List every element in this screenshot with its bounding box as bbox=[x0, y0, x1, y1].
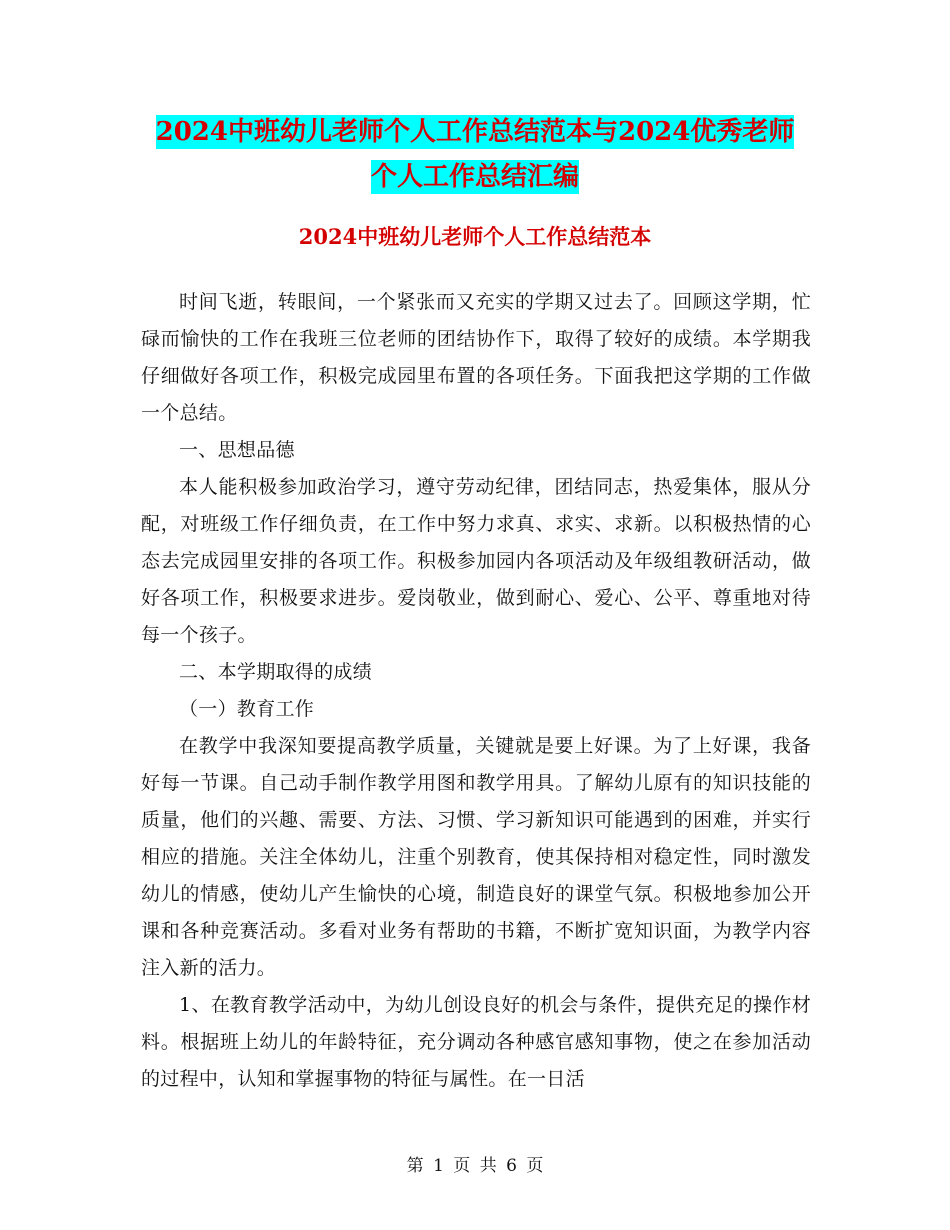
document-title-line1: 2024中班幼儿老师个人工作总结范本与2024优秀老师 bbox=[155, 117, 795, 147]
document-body bbox=[141, 284, 811, 1098]
heading-ideology: 一、思想品德 bbox=[179, 439, 295, 461]
document-title bbox=[0, 110, 950, 200]
heading-achievements: 二、本学期取得的成绩 bbox=[179, 661, 373, 683]
paragraph-ideology: 本人能积极参加政治学习，遵守劳动纪律，团结同志，热爱集体，服从分配，对班级工作仔细负责，在工作中努力求真、求实、求新。以积极热情的心态去完成园里安排的各项工作。积极参加园内各项活动及年级组教研活动，做好各项工作，积极要求进步。爱岗敬业，做到耐心、爱心、公平、尊重地对待每一个孩子。 bbox=[141, 476, 811, 646]
paragraph-teaching: 在教学中我深知要提高教学质量，关键就是要上好课。为了上好课，我备好每一节课。自己动手制作教学用图和教学用具。了解幼儿原有的知识技能的质量，他们的兴趣、需要、方法、习惯、学习新知识可能遇到的困难，并实行相应的措施。关注全体幼儿，注重个别教育，使其保持相对稳定性，同时激发幼儿的情感，使幼儿产生愉快的心境，制造良好的课堂气氛。积极地参加公开课和各种竞赛活动。多看对业务有帮助的书籍，不断扩宽知识面，为教学内容注入新的活力。 bbox=[141, 735, 811, 979]
section-title: 2024中班幼儿老师个人工作总结范本 bbox=[298, 224, 652, 249]
paragraph-item-1: 1、在教育教学活动中，为幼儿创设良好的机会与条件，提供充足的操作材料。根据班上幼儿的年龄特征，充分调动各种感官感知事物，使之在参加活动的过程中，认知和掌握事物的特征与属性。在一日活 bbox=[141, 994, 811, 1090]
page-footer: 第 1 页 共 6 页 bbox=[406, 1156, 544, 1176]
subheading-education-work: （一）教育工作 bbox=[179, 698, 315, 720]
document-title-line2: 个人工作总结汇编 bbox=[370, 162, 579, 192]
paragraph-intro: 时间飞逝，转眼间，一个紧张而又充实的学期又过去了。回顾这学期，忙碌而愉快的工作在我班三位老师的团结协作下，取得了较好的成绩。本学期我仔细做好各项工作，积极完成园里布置的各项任务。下面我把这学期的工作做一个总结。 bbox=[141, 291, 811, 424]
